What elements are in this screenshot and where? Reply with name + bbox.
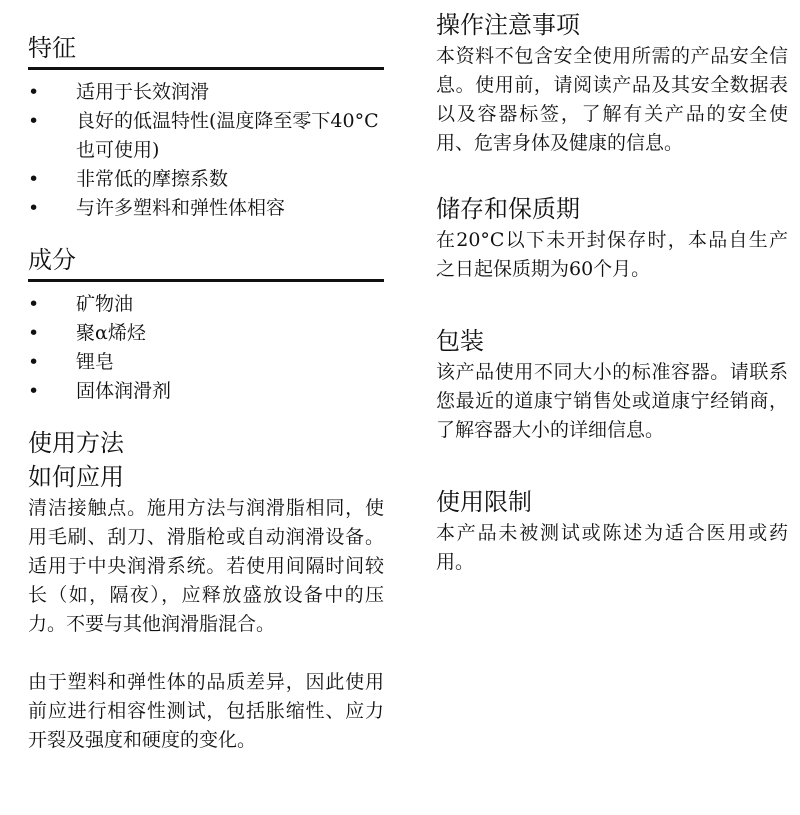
- packaging-text: 该产品使用不同大小的标准容器。请联系您最近的道康宁销售处或道康宁经销商，了解容器大小的详细信息。: [436, 361, 788, 441]
- list-item: • 矿物油: [28, 290, 384, 319]
- list-item: • 良好的低温特性(温度降至零下40°C也可使用): [28, 107, 384, 165]
- usage-paragraph-1: 清洁接触点。施用方法与润滑脂相同，使用毛刷、刮刀、滑脂枪或自动润滑设备。适用于中央润滑系统。若使用间隔时间较长（如，隔夜），应释放盛放设备中的压力。不要与其他润滑脂混合。: [28, 497, 384, 635]
- features-list: [28, 78, 384, 223]
- list-item: • 锂皂: [28, 348, 384, 377]
- list-item: • 固体润滑剂: [28, 377, 384, 406]
- precautions-text: 本资料不包含安全使用所需的产品安全信息。使用前，请阅读产品及其安全数据表以及容器标签，了解有关产品的安全使用、危害身体及健康的信息。: [436, 45, 788, 154]
- usage-section: [28, 428, 384, 755]
- precautions-section: [436, 10, 788, 158]
- storage-text: 在20°C以下未开封保存时，本品自生产之日起保质期为60个月。: [436, 229, 788, 280]
- features-heading: 特征: [28, 33, 384, 70]
- list-item: • 与许多塑料和弹性体相容: [28, 194, 384, 223]
- list-item: • 非常低的摩擦系数: [28, 165, 384, 194]
- limitations-section: [436, 487, 788, 577]
- composition-heading: 成分: [28, 245, 384, 282]
- right-column: [436, 0, 788, 577]
- usage-paragraph-2: 由于塑料和弹性体的品质差异，因此使用前应进行相容性测试，包括胀缩性、应力开裂及强度和硬度的变化。: [28, 671, 384, 751]
- storage-heading: 储存和保质期: [436, 195, 580, 223]
- left-column: [28, 0, 384, 755]
- storage-section: [436, 194, 788, 284]
- list-item: • 适用于长效润滑: [28, 78, 384, 107]
- limitations-heading: 使用限制: [436, 488, 532, 516]
- list-item: • 聚α烯烃: [28, 319, 384, 348]
- usage-subheading: 如何应用: [28, 463, 124, 491]
- limitations-text: 本产品未被测试或陈述为适合医用或药用。: [436, 522, 788, 573]
- precautions-heading: 操作注意事项: [436, 11, 580, 39]
- composition-list: [28, 290, 384, 406]
- features-section: [28, 33, 384, 223]
- packaging-section: [436, 326, 788, 445]
- usage-heading: 使用方法: [28, 429, 124, 457]
- composition-section: [28, 245, 384, 406]
- packaging-heading: 包装: [436, 327, 484, 355]
